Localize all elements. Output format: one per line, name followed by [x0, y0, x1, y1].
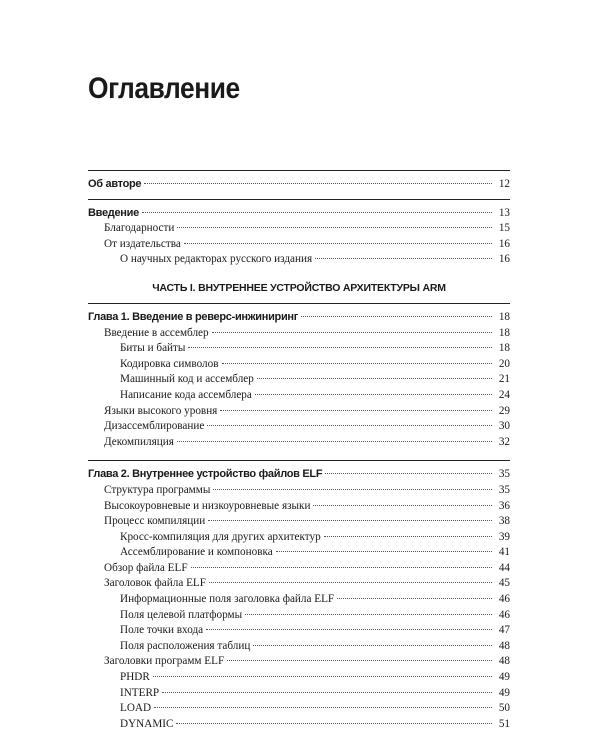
- toc-entry-page: 16: [498, 237, 510, 250]
- dot-leader: [324, 536, 492, 537]
- dot-leader: [162, 692, 492, 693]
- toc-entry-label: Высокоуровневые и низкоуровневые языки: [88, 499, 311, 515]
- toc-entry[interactable]: [88, 499, 510, 515]
- table-of-contents: [88, 170, 510, 732]
- toc-entry-label: Биты и байты: [88, 341, 186, 357]
- toc-entry-page: 35: [498, 483, 510, 496]
- toc-entry[interactable]: [88, 670, 510, 686]
- toc-entry-page: 18: [498, 310, 510, 323]
- toc-entry[interactable]: [88, 419, 510, 435]
- dot-leader: [253, 645, 492, 646]
- toc-entry-label: Машинный код и ассемблер: [88, 372, 255, 388]
- part-heading: ЧАСТЬ I. ВНУТРЕННЕЕ УСТРОЙСТВО АРХИТЕКТУРЫ ARM: [152, 281, 446, 294]
- dot-leader: [184, 243, 492, 244]
- toc-entry-page: 35: [498, 468, 510, 481]
- toc-entry-label: Структура программы: [88, 483, 211, 499]
- toc-entry-label: DYNAMIC: [88, 717, 174, 733]
- toc-entry-page: 38: [498, 515, 510, 528]
- toc-entry-page: 12: [498, 178, 510, 190]
- toc-entry[interactable]: [88, 514, 510, 530]
- toc-entry[interactable]: [88, 388, 510, 404]
- dot-leader: [144, 183, 492, 184]
- toc-entry[interactable]: [88, 326, 510, 342]
- dot-leader: [154, 707, 492, 708]
- toc-entry-page: 41: [498, 546, 510, 559]
- toc-entry[interactable]: [88, 623, 510, 639]
- dot-leader: [255, 394, 492, 395]
- toc-entry[interactable]: [88, 639, 510, 655]
- toc-entry-label: О научных редакторах русского издания: [88, 252, 313, 268]
- dot-leader: [213, 489, 492, 490]
- toc-entry-label: Декомпиляция: [88, 435, 175, 451]
- toc-entry-label: Заголовки программ ELF: [88, 654, 225, 670]
- dot-leader: [153, 676, 492, 677]
- toc-entry-page: 24: [498, 388, 510, 401]
- toc-entry-label: Кросс-компиляция для других архитектур: [88, 530, 322, 546]
- toc-entry[interactable]: [88, 341, 510, 357]
- toc-entry-label: PHDR: [88, 670, 151, 686]
- dot-leader: [142, 212, 492, 213]
- dot-leader: [208, 520, 492, 521]
- dot-leader: [301, 316, 492, 317]
- toc-entry[interactable]: [88, 592, 510, 608]
- dot-leader: [245, 614, 492, 615]
- dot-leader: [188, 347, 492, 348]
- toc-entry[interactable]: [88, 686, 510, 702]
- toc-entry-page: 45: [498, 577, 510, 590]
- toc-entry-page: 32: [498, 435, 510, 448]
- toc-entry-page: 21: [498, 373, 510, 386]
- toc-entry-page: 15: [498, 222, 510, 235]
- toc-entry-label: Об авторе: [88, 177, 142, 193]
- toc-entry-page: 39: [498, 530, 510, 543]
- toc-chapter-entry[interactable]: [88, 310, 510, 326]
- toc-entry-label: Поля целевой платформы: [88, 608, 243, 624]
- toc-entry-label: Дизассемблирование: [88, 419, 205, 435]
- toc-entry[interactable]: [88, 530, 510, 546]
- toc-entry[interactable]: [88, 435, 510, 451]
- toc-entry-label: Глава 2. Внутреннее устройство файлов ELF: [88, 467, 323, 483]
- toc-entry[interactable]: [88, 483, 510, 499]
- toc-entry-label: INTERP: [88, 686, 160, 702]
- toc-entry-label: Обзор файла ELF: [88, 561, 189, 577]
- toc-entry-label: Языки высокого уровня: [88, 404, 218, 420]
- toc-entry[interactable]: [88, 561, 510, 577]
- toc-entry-page: 46: [498, 593, 510, 606]
- dot-leader: [220, 410, 492, 411]
- page-title: Оглавление: [88, 72, 240, 105]
- dot-leader: [227, 660, 492, 661]
- toc-entry-label: LOAD: [88, 701, 152, 717]
- toc-entry-page: 47: [498, 624, 510, 637]
- dot-leader: [325, 473, 492, 474]
- toc-entry-page: 36: [498, 499, 510, 512]
- toc-entry[interactable]: [88, 404, 510, 420]
- toc-entry[interactable]: [88, 717, 510, 733]
- toc-chapter-entry[interactable]: [88, 206, 510, 222]
- dot-leader: [206, 629, 492, 630]
- toc-entry[interactable]: [88, 357, 510, 373]
- toc-entry[interactable]: [88, 221, 510, 237]
- dot-leader: [337, 598, 492, 599]
- chapter-1-list: [88, 310, 510, 450]
- dot-leader: [212, 332, 492, 333]
- toc-entry[interactable]: [88, 237, 510, 253]
- dot-leader: [257, 378, 492, 379]
- dot-leader: [177, 441, 492, 442]
- toc-entry[interactable]: [88, 701, 510, 717]
- toc-entry-page: 49: [498, 686, 510, 699]
- toc-entry-label: Поле точки входа: [88, 623, 204, 639]
- toc-entry-label: Введение в ассемблер: [88, 326, 210, 342]
- toc-entry-label: Благодарности: [88, 221, 175, 237]
- toc-entry-page: 20: [498, 357, 510, 370]
- toc-entry-page: 44: [498, 561, 510, 574]
- toc-entry-label: От издательства: [88, 237, 182, 253]
- toc-entry[interactable]: [88, 654, 510, 670]
- toc-entry-label: Кодировка символов: [88, 357, 220, 373]
- dot-leader: [177, 227, 492, 228]
- toc-entry-page: 46: [498, 608, 510, 621]
- toc-entry-label: Процесс компиляции: [88, 514, 206, 530]
- toc-entry-page: 51: [498, 717, 510, 730]
- toc-entry-label: Введение: [88, 206, 140, 222]
- dot-leader: [276, 551, 492, 552]
- toc-entry-label: Ассемблирование и компоновка: [88, 545, 274, 561]
- dot-leader: [207, 425, 492, 426]
- toc-entry-label: Глава 1. Введение в реверс-инжиниринг: [88, 310, 299, 326]
- toc-entry-label: Написание кода ассемблера: [88, 388, 253, 404]
- toc-entry[interactable]: [88, 252, 510, 268]
- toc-entry[interactable]: [88, 576, 510, 592]
- toc-entry-page: 49: [498, 671, 510, 684]
- toc-entry-page: 18: [498, 342, 510, 355]
- dot-leader: [191, 567, 492, 568]
- toc-entry-page: 30: [498, 420, 510, 433]
- toc-entry-label: Поля расположения таблиц: [88, 639, 251, 655]
- dot-leader: [222, 363, 493, 364]
- toc-chapter-entry[interactable]: [88, 177, 510, 193]
- toc-entry[interactable]: [88, 608, 510, 624]
- dot-leader: [313, 505, 492, 506]
- dot-leader: [315, 258, 492, 259]
- toc-entry-page: 16: [498, 253, 510, 266]
- toc-entry-page: 18: [498, 326, 510, 339]
- toc-entry-page: 48: [498, 655, 510, 668]
- toc-entry-page: 29: [498, 404, 510, 417]
- toc-entry[interactable]: [88, 372, 510, 388]
- dot-leader: [209, 582, 492, 583]
- dot-leader: [176, 723, 492, 724]
- toc-chapter-entry[interactable]: [88, 467, 510, 483]
- toc-entry-page: 13: [498, 206, 510, 219]
- toc-entry-page: 48: [498, 639, 510, 652]
- chapter-2-list: [88, 467, 510, 732]
- front-matter-list: [88, 177, 510, 268]
- toc-entry[interactable]: [88, 545, 510, 561]
- toc-entry-label: Информационные поля заголовка файла ELF: [88, 592, 335, 608]
- toc-entry-page: 50: [498, 702, 510, 715]
- toc-entry-label: Заголовок файла ELF: [88, 576, 207, 592]
